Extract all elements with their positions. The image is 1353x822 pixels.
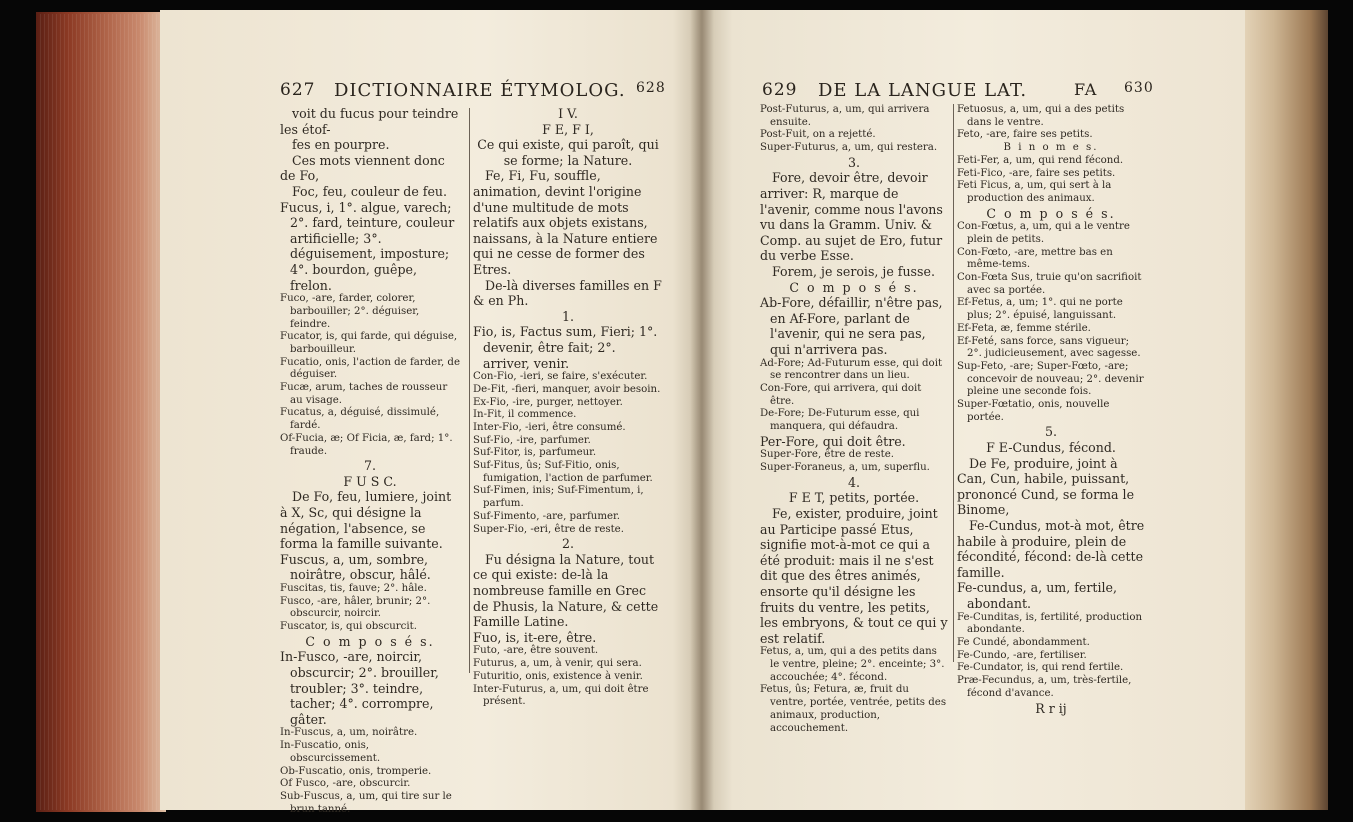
entry-line: Inter-Futurus, a, um, qui doit être présent.: [473, 683, 649, 708]
entry-line: Super-Foraneus, a, um, superflu.: [760, 462, 930, 474]
entry-line: Feti-Fico, -are, faire ses petits.: [957, 167, 1116, 179]
entry-line: Fe, exister, produire, joint au Participe passé Etus, signifie mot-à-mot ce qui a été produit: mais il ne s'est dit que des êtres animés, ensorte qu'il désigne les fruits du ventre, les petits, les embryons, & tout ce qui y est relatif.: [760, 505, 948, 646]
right-column-1: [760, 104, 948, 735]
entry-line: Con-Fœtus, a, um, qui a le ventre plein de petits.: [957, 221, 1130, 245]
entry-line: Fuo, is, it-ere, être.: [473, 629, 597, 645]
entry-line: Fucæ, arum, taches de rousseur au visage.: [280, 382, 448, 406]
entry-line: 5.: [1044, 424, 1058, 440]
entry-line: Fu désigna la Nature, tout ce qui existe: de-là la nombreuse famille en Grec de Phusis, la Nature, & cette Famille Latine.: [473, 551, 659, 630]
entry-line: De Fo, feu, lumiere, joint à X, Sc, qui désigne la négation, l'absence, se forma la famille suivante.: [280, 489, 452, 552]
entry-line: Con-Fœto, -are, mettre bas en même-tems.: [957, 246, 1113, 271]
entry-line: In-Fusco, -are, noircir, obscurcir; 2°. brouiller, troubler; 3°. teindre, tacher; 4°. corrompre, gâter.: [280, 649, 439, 727]
entry-line: Feti-Fer, a, um, qui rend fécond.: [957, 154, 1124, 166]
entry-line: Fe-Cundus, mot-à mot, être habile à produire, plein de fécondité, fécond: de-là cette famille.: [957, 518, 1145, 580]
entry-line: Fe-cundus, a, um, fertile, abondant.: [957, 580, 1117, 611]
entry-line: In-Fuscatio, onis, obscurcissement.: [280, 740, 381, 764]
entry-line: De Fe, produire, joint à Can, Cun, habile, puissant, prononcé Cund, se forma le Binome,: [957, 455, 1135, 518]
entry-line: Suf-Fimen, inis; Suf-Fimentum, i, parfum.: [473, 485, 644, 510]
entry-line: Fio, is, Factus sum, Fieri; 1°. devenir, être fait; 2°. arriver, venir.: [473, 324, 658, 371]
entry-line: Feti Ficus, a, um, qui sert à la production des animaux.: [957, 180, 1112, 204]
right-corner-number: 630: [1124, 80, 1154, 96]
right-running-title: DE LA LANGUE LAT.: [818, 80, 1028, 101]
right-page-edges: [1238, 10, 1328, 810]
entry-line: Fe-Cundator, is, qui rend fertile.: [957, 662, 1124, 674]
entry-line: Ex-Fio, -ire, purger, nettoyer.: [473, 396, 623, 408]
entry-line: Fetus, a, um, qui a des petits dans le ventre, pleine; 2°. enceinte; 3°. accouchée; 4°. fécond.: [760, 646, 945, 683]
entry-line: Super-Futurus, a, um, qui restera.: [760, 142, 938, 154]
entry-line: Fe-Cunditas, is, fertilité, production abondante.: [957, 611, 1143, 636]
entry-line: Fetuosus, a, um, qui a des petits dans le ventre.: [957, 104, 1125, 128]
entry-line: 7.: [363, 458, 377, 474]
right-column-2: [957, 104, 1145, 716]
entry-line: 2.: [561, 536, 575, 552]
entry-line: Super-Fio, -eri, être de reste.: [473, 523, 624, 535]
entry-line: Super-Fœtatio, onis, nouvelle portée.: [957, 399, 1110, 423]
entry-line: 4.: [847, 474, 861, 490]
entry-line: Ces mots viennent donc de Fo,: [280, 152, 445, 184]
left-running-title: DICTIONNAIRE ÉTYMOLOG.: [334, 80, 626, 101]
entry-line: Fucus, i, 1°. algue, varech; 2°. fard, teinture, couleur artificielle; 3°. déguisement, imposture; 4°. bourdon, guêpe, frelon.: [280, 199, 455, 293]
entry-line: Suf-Fitus, ûs; Suf-Fitio, onis, fumigation, l'action de parfumer.: [473, 460, 653, 484]
entry-line: Fe Cundé, abondamment.: [957, 637, 1090, 648]
entry-line: Fuscitas, tis, fauve; 2°. hâle.: [280, 583, 427, 595]
right-section-letters: FA: [1074, 80, 1098, 99]
entry-line: voit du fucus pour teindre les étof-: [280, 106, 459, 137]
entry-line: Post-Fuit, on a rejetté.: [760, 129, 876, 141]
entry-line: Feto, -are, faire ses petits.: [957, 129, 1093, 141]
entry-line: In-Fit, il commence.: [473, 409, 577, 421]
entry-line: Con-Fio, -ieri, se faire, s'exécuter.: [473, 371, 648, 383]
entry-line: F E T, petits, portée.: [788, 490, 920, 506]
entry-line: C o m p o s é s.: [789, 279, 919, 295]
book-gutter: [690, 10, 714, 810]
entry-line: 1.: [561, 308, 575, 324]
entry-line: F E, F I,: [542, 121, 594, 137]
entry-line: C o m p o s é s.: [986, 205, 1116, 221]
entry-line: Sub-Fuscus, a, um, qui tire sur le brun tanné.: [280, 790, 452, 815]
entry-line: C o m p o s é s.: [305, 633, 435, 649]
entry-line: Con-Fore, qui arrivera, qui doit être.: [760, 382, 922, 407]
entry-line: Præ-Fecundus, a, um, très-fertile, fécond d'avance.: [957, 675, 1132, 699]
entry-line: Ef-Fetus, a, um; 1°. qui ne porte plus; 2°. épuisé, languissant.: [957, 297, 1123, 322]
entry-line: Fe, Fi, Fu, souffle, animation, devint l'origine d'une multitude de mots relatifs aux objets existans, naissans, à la Nature entiere qui ne cesse de former des Etres.: [473, 168, 658, 277]
entry-line: 3.: [847, 154, 861, 170]
entry-line: Sup-Feto, -are; Super-Fœto, -are; concevoir de nouveau; 2°. devenir pleine une seconde fois.: [957, 360, 1144, 398]
entry-line: De-Fit, -fieri, manquer, avoir besoin.: [473, 383, 661, 395]
entry-line: Suf-Fimento, -are, parfumer.: [473, 510, 621, 522]
entry-line: Ef-Feté, sans force, sans vigueur; 2°. judicieusement, avec sagesse.: [957, 335, 1141, 360]
left-page-edge-lines: [40, 14, 160, 810]
entry-line: Post-Futurus, a, um, qui arrivera ensuite.: [760, 104, 930, 128]
entry-line: F E-Cundus, fécond.: [986, 440, 1116, 456]
entry-line: Futuritio, onis, existence à venir.: [473, 670, 643, 682]
right-column-rule: [953, 104, 954, 662]
entry-line: Suf-Fio, -ire, parfumer.: [473, 434, 591, 446]
left-corner-number: 628: [636, 80, 666, 96]
entry-line: Fucatio, onis, l'action de farder, de déguiser.: [280, 356, 460, 381]
left-column-1: [280, 106, 460, 816]
entry-line: Ad-Fore; Ad-Futurum esse, qui doit se rencontrer dans un lieu.: [760, 357, 943, 382]
left-column-2: [473, 106, 663, 709]
entry-line: Suf-Fitor, is, parfumeur.: [473, 447, 597, 459]
entry-line: Fore, devoir être, devoir arriver: R, marque de l'avenir, comme nous l'avons vu dans la Gramm. Univ. & Comp. au sujet de Ero, futur du verbe Esse.: [760, 170, 943, 264]
entry-line: Of-Fucia, æ; Of Ficia, æ, fard; 1°. fraude.: [280, 432, 453, 457]
entry-line: Foc, feu, couleur de feu.: [292, 183, 448, 199]
entry-line: Ce qui existe, qui paroît, qui se forme; la Nature.: [477, 137, 659, 168]
entry-line: F U S C.: [343, 473, 397, 489]
left-column-rule: [469, 108, 470, 673]
entry-line: Ob-Fuscatio, onis, tromperie.: [280, 765, 432, 777]
entry-line: R r ij: [1035, 700, 1067, 716]
left-page-number: 627: [280, 80, 316, 100]
entry-line: B i n o m e s.: [1003, 142, 1099, 154]
entry-line: Fe-Cundo, -are, fertiliser.: [957, 649, 1087, 661]
entry-line: In-Fuscus, a, um, noirâtre.: [280, 727, 418, 739]
entry-line: De-là diverses familles en F & en Ph.: [473, 277, 662, 309]
right-page-number: 629: [762, 80, 798, 100]
entry-line: Forem, je serois, je fusse.: [772, 263, 935, 279]
entry-line: Fuscator, is, qui obscurcit.: [280, 621, 417, 633]
entry-line: Ab-Fore, défaillir, n'être pas, en Af-Fore, parlant de l'avenir, qui ne sera pas, qui n'arrivera pas.: [760, 295, 943, 357]
entry-line: Of Fusco, -are, obscurcir.: [280, 778, 411, 790]
entry-line: Fucatus, a, déguisé, dissimulé, fardé.: [280, 407, 440, 432]
entry-line: Fuscus, a, um, sombre, noirâtre, obscur, hâlé.: [280, 551, 431, 583]
entry-line: Fuco, -are, farder, colorer, barbouiller; 2°. déguiser, feindre.: [280, 293, 420, 330]
entry-line: De-Fore; De-Futurum esse, qui manquera, qui défaudra.: [760, 408, 920, 433]
entry-line: Ef-Feta, æ, femme stérile.: [957, 322, 1091, 334]
entry-line: Futo, -are, être souvent.: [473, 645, 599, 657]
entry-line: Fucator, is, qui farde, qui déguise, barbouilleur.: [280, 331, 458, 355]
entry-line: fes en pourpre.: [292, 137, 390, 153]
entry-line: Super-Fore, être de reste.: [760, 449, 894, 461]
entry-line: Fetus, ûs; Fetura, æ, fruit du ventre, portée, ventrée, petits des animaux, production, accouchement.: [760, 684, 947, 734]
entry-line: Futurus, a, um, à venir, qui sera.: [473, 658, 642, 670]
entry-line: Fusco, -are, hâler, brunir; 2°. obscurcir, noircir.: [280, 595, 431, 620]
entry-line: Con-Fœta Sus, truie qu'on sacrifioit avec sa portée.: [957, 272, 1142, 296]
entry-line: I V.: [558, 106, 578, 121]
entry-line: Per-Fore, qui doit être.: [760, 433, 906, 449]
entry-line: Inter-Fio, -ieri, être consumé.: [473, 421, 626, 433]
